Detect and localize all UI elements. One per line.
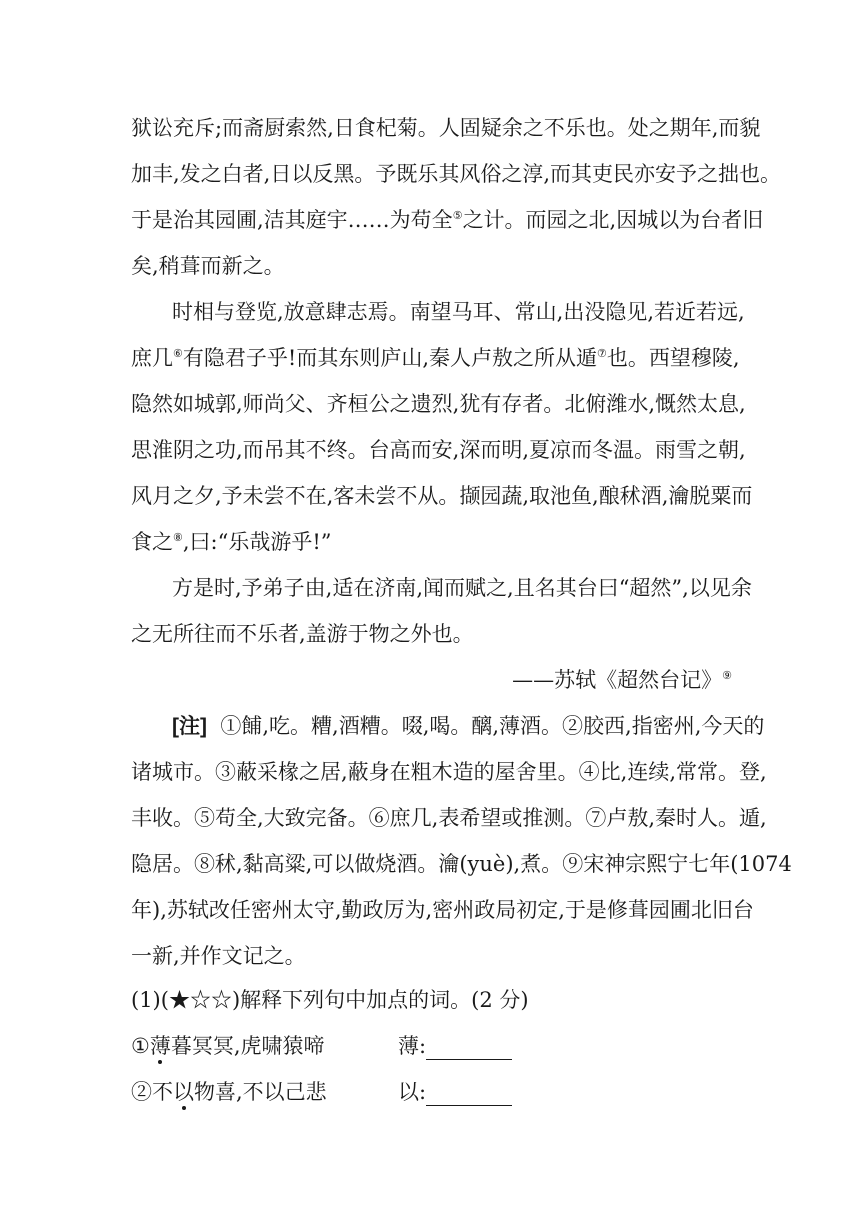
text-line: 矣,稍葺而新之。 bbox=[131, 254, 285, 278]
text-line: 狱讼充斥;而斋厨索然,日食杞菊。人固疑余之不乐也。处之期年,而貌 bbox=[131, 116, 761, 140]
answer-field[interactable]: 薄: bbox=[398, 1032, 512, 1060]
text-line: 风月之夕,予未尝不在,客未尝不从。撷园蔬,取池鱼,酿秫酒,瀹脱粟而 bbox=[131, 484, 753, 508]
text-line: 时相与登览,放意肆志焉。南望马耳、常山,出没隐见,若近若远, bbox=[172, 300, 745, 324]
answer-blank[interactable] bbox=[426, 1083, 512, 1106]
answer-field[interactable]: 以: bbox=[398, 1078, 512, 1106]
emphasis-dot-word: 薄 bbox=[149, 1034, 171, 1058]
notes-line: 一新,并作文记之。 bbox=[131, 944, 306, 968]
text-line: 隐然如城郭,师尚父、齐桓公之遗烈,犹有存者。北俯潍水,慨然太息, bbox=[131, 392, 746, 416]
notes-line: 诸城市。③蔽采椽之居,蔽身在粗木造的屋舍里。④比,连续,常常。登, bbox=[131, 760, 767, 784]
footnote-ref: ⑦ bbox=[597, 347, 607, 360]
footnote-ref: ⑨ bbox=[722, 669, 732, 682]
text-line: 之无所往而不乐者,盖游于物之外也。 bbox=[131, 622, 474, 646]
text-line: 方是时,予弟子由,适在济南,闻而赋之,且名其台曰“超然”,以见余 bbox=[172, 576, 752, 600]
text-line: 食之⑧,曰:“乐哉游乎!” bbox=[131, 530, 332, 554]
notes-line: 隐居。⑧秫,黏高粱,可以做烧酒。瀹(yuè),煮。⑨宋神宗熙宁七年(1074 bbox=[131, 852, 792, 876]
notes-line: 年),苏轼改任密州太守,勤政厉为,密州政局初定,于是修葺园圃北旧台 bbox=[131, 898, 754, 922]
footnote-ref: ⑥ bbox=[173, 347, 183, 360]
footnote-ref: ⑧ bbox=[173, 531, 183, 544]
text-line: 庶几⑥有隐君子乎!而其东则庐山,秦人卢敖之所从遁⑦也。西望穆陵, bbox=[131, 346, 740, 370]
emphasis-dot-word: 以 bbox=[173, 1080, 194, 1104]
notes-label: [注] bbox=[172, 715, 207, 738]
question-item: ①薄暮冥冥,虎啸猿啼 bbox=[131, 1034, 325, 1058]
text-line: 思淮阴之功,而吊其不终。台高而安,深而明,夏凉而冬温。雨雪之朝, bbox=[131, 438, 746, 462]
footnote-ref: ⑤ bbox=[452, 209, 463, 222]
answer-blank[interactable] bbox=[426, 1037, 512, 1060]
question-title: (1)(★☆☆)解释下列句中加点的词。(2 分) bbox=[131, 988, 529, 1012]
question-item: ②不以物喜,不以己悲 bbox=[131, 1080, 327, 1104]
text-line: 加丰,发之白者,日以反黑。予既乐其风俗之淳,而其吏民亦安予之拙也。 bbox=[131, 162, 782, 186]
text-line: 于是治其园圃,洁其庭宇……为苟全⑤之计。而园之北,因城以为台者旧 bbox=[131, 208, 764, 232]
source-attribution: ——苏轼《超然台记》⑨ bbox=[512, 668, 732, 692]
notes-line: [注] ①餔,吃。糟,酒糟。啜,喝。醨,薄酒。②胶西,指密州,今天的 bbox=[172, 714, 765, 738]
notes-line: 丰收。⑤苟全,大致完备。⑥庶几,表希望或推测。⑦卢敖,秦时人。遁, bbox=[131, 806, 767, 830]
